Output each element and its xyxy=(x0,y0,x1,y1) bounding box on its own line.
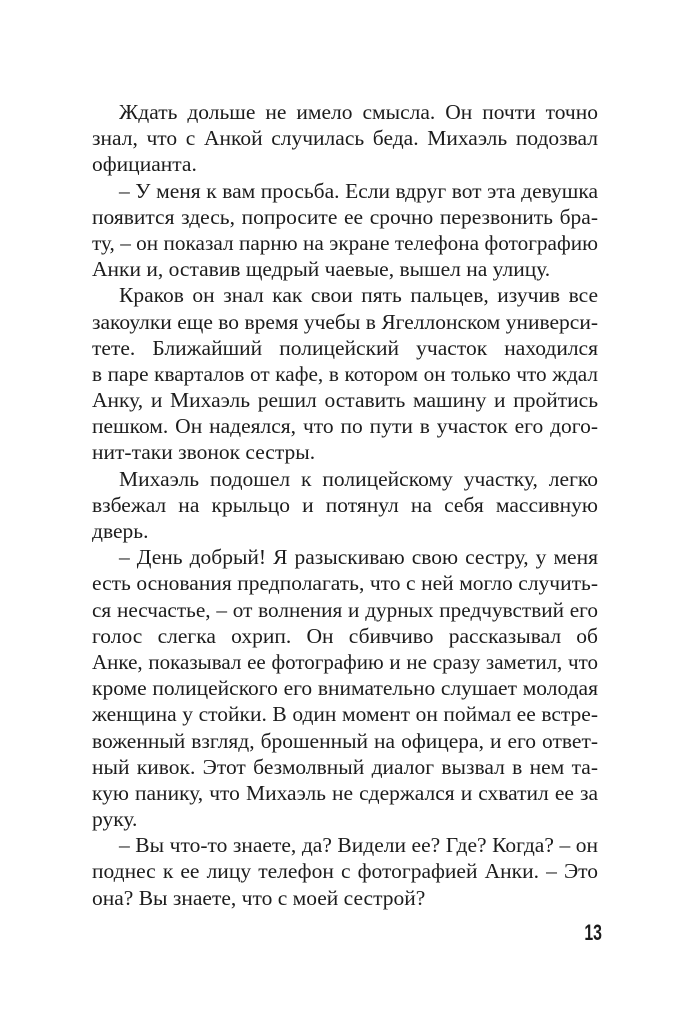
text-line: закоулки еще во время учебы в Ягеллонском универси- xyxy=(92,309,598,334)
paragraph xyxy=(92,282,598,465)
text-line: пешком. Он надеялся, что по пути в участок его дого- xyxy=(92,414,598,439)
page-number: 13 xyxy=(584,920,602,945)
text-line: ный кивок. Этот безмолвный диалог вызвал в нем та- xyxy=(92,754,598,779)
text-line: ту, – он показал парню на экране телефона фотографию xyxy=(92,230,598,255)
text-line: Михаэль подошел к полицейскому участку, легко xyxy=(119,466,598,491)
text-line: нит-таки звонок сестры. xyxy=(92,440,316,465)
text-line: кую панику, что Михаэль не сдержался и схватил ее за xyxy=(92,780,598,805)
text-line: Краков он знал как свои пять пальцев, изучив все xyxy=(119,283,598,308)
text-line: официанта. xyxy=(92,152,197,177)
text-line: в паре кварталов от кафе, в котором он только что ждал xyxy=(92,361,598,386)
text-line: воженный взгляд, брошенный на офицера, и его ответ- xyxy=(92,728,598,753)
text-line: поднес к ее лицу телефон с фотографией Анки. – Это xyxy=(92,859,598,884)
text-line: тете. Ближайший полицейский участок находился xyxy=(92,335,598,360)
paragraph xyxy=(92,99,598,178)
paragraph xyxy=(92,466,598,545)
text-line: она? Вы знаете, что с моей сестрой? xyxy=(92,885,426,910)
paragraph xyxy=(92,832,598,911)
text-line: Ждать дольше не имело смысла. Он почти точно xyxy=(119,100,598,124)
text-line: есть основания предполагать, что с ней могло случить- xyxy=(92,571,598,596)
text-line: Анке, показывал ее фотографию и не сразу заметил, что xyxy=(92,649,598,674)
text-line: кроме полицейского его внимательно слушает молодая xyxy=(92,676,598,701)
text-line: Анки и, оставив щедрый чаевые, вышел на улицу. xyxy=(92,257,551,282)
text-line: взбежал на крыльцо и потянул на себя массивную xyxy=(92,492,598,517)
text-line: – У меня к вам просьба. Если вдруг вот эта девушка xyxy=(119,178,598,203)
text-line: ся несчастье, – от волнения и дурных предчувствий его xyxy=(92,597,598,622)
text-line: – Вы что-то знаете, да? Видели ее? Где? Когда? – он xyxy=(119,833,598,858)
text-line: голос слегка охрип. Он сбивчиво рассказывал об xyxy=(92,623,598,648)
text-line: Анку, и Михаэль решил оставить машину и пройтись xyxy=(92,388,598,413)
text-line: знал, что с Анкой случилась беда. Михаэль подозвал xyxy=(92,126,598,151)
text-line: руку. xyxy=(92,807,138,832)
paragraph xyxy=(92,544,598,832)
paragraph xyxy=(92,178,598,283)
body-text xyxy=(92,99,598,911)
text-line: – День добрый! Я разыскиваю свою сестру, у меня xyxy=(119,545,598,570)
text-line: дверь. xyxy=(92,519,149,543)
text-line: женщина у стойки. В один момент он поймал ее встре- xyxy=(92,702,598,727)
text-line: появится здесь, попросите ее срочно перезвонить бра- xyxy=(92,204,598,229)
